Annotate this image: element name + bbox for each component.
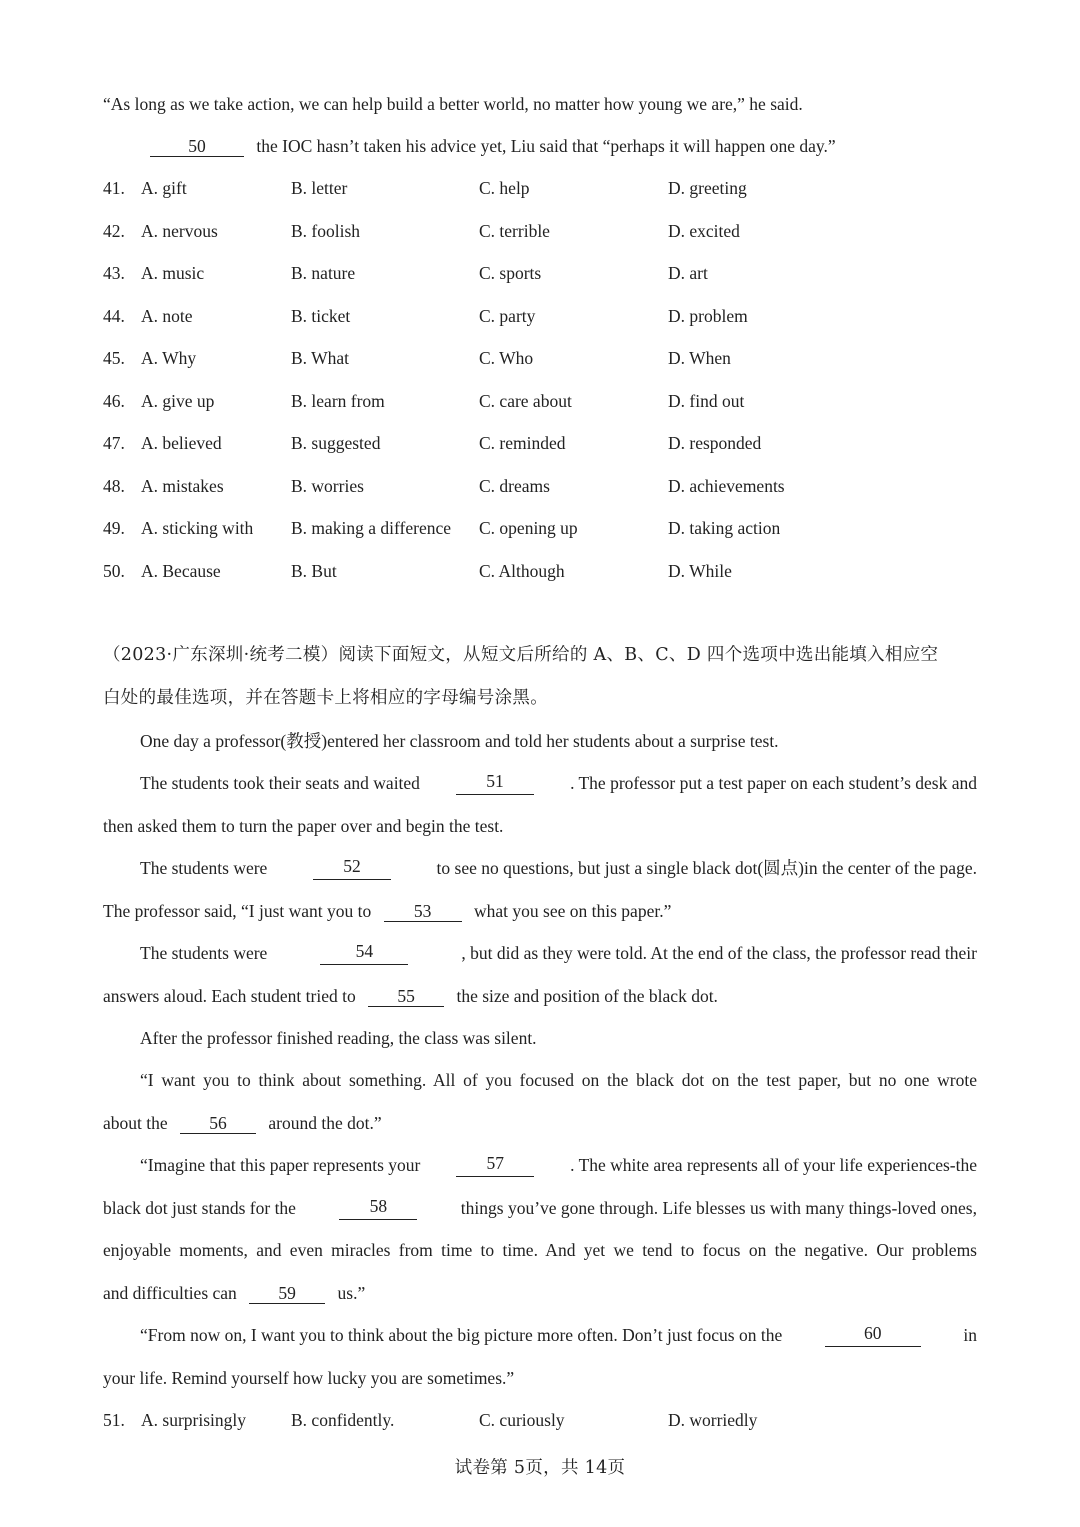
blank-57: 57 <box>456 1153 534 1177</box>
passage2-line <box>103 1111 382 1135</box>
blank-59: 59 <box>249 1283 325 1304</box>
blank-50: 50 <box>150 136 244 157</box>
passage2-line <box>103 1281 365 1305</box>
option-b: B. ticket <box>291 306 351 326</box>
passage2-text: The students took their seats and waited <box>140 773 420 793</box>
passage2-text: the size and position of the black dot. <box>456 986 718 1006</box>
passage2-text: in <box>963 1325 977 1345</box>
option-d: D. greeting <box>668 178 747 198</box>
question-number: 41. <box>103 178 125 198</box>
option-d: D. When <box>668 348 731 368</box>
option-c: C. terrible <box>479 221 550 241</box>
option-d: D. worriedly <box>668 1410 758 1430</box>
question-number: 45. <box>103 348 125 368</box>
blank-54: 54 <box>320 941 408 965</box>
option-d: D. problem <box>668 306 748 326</box>
option-d: D. While <box>668 561 732 581</box>
option-b: B. making a difference <box>291 518 452 538</box>
passage2-text: answers aloud. Each student tried to <box>103 986 356 1006</box>
option-d: D. find out <box>668 391 745 411</box>
option-b: B. What <box>291 348 350 368</box>
option-b: B. foolish <box>291 221 361 241</box>
blank-60: 60 <box>825 1323 921 1347</box>
option-c: C. sports <box>479 263 542 283</box>
passage2-line <box>140 941 977 965</box>
option-b: B. suggested <box>291 433 381 453</box>
option-b: B. worries <box>291 476 364 496</box>
passage2-line <box>140 1323 977 1347</box>
question-number: 51. <box>103 1410 125 1430</box>
option-a: A. nervous <box>141 221 218 241</box>
passage2-text: to see no questions, but just a single black dot(圆点)in the center of the page. <box>436 858 977 878</box>
option-d: D. excited <box>668 221 740 241</box>
option-d: D. responded <box>668 433 762 453</box>
instruction-line: （2023·广东深圳·统考二模）阅读下面短文，从短文后所给的 A、B、C、D 四个选项中选出能填入相应空 <box>103 645 939 665</box>
passage2-text: things you’ve gone through. Life blesses us with many things-loved ones, <box>460 1198 977 1218</box>
passage2-text: , but did as they were told. At the end of the class, the professor read their <box>461 943 977 963</box>
option-a: A. sticking with <box>141 518 254 538</box>
passage2-line: then asked them to turn the paper over and begin the test. <box>103 816 504 836</box>
blank-58: 58 <box>339 1196 417 1220</box>
option-c: C. help <box>479 178 530 198</box>
option-c: C. dreams <box>479 476 550 496</box>
question-number: 50. <box>103 561 125 581</box>
question-number: 42. <box>103 221 125 241</box>
option-c: C. party <box>479 306 536 326</box>
option-a: A. surprisingly <box>141 1410 246 1430</box>
passage2-text: about the <box>103 1113 168 1133</box>
passage2-text: us.” <box>337 1283 366 1303</box>
passage2-text: and difficulties can <box>103 1283 237 1303</box>
blank-56: 56 <box>180 1113 256 1134</box>
option-a: A. Why <box>141 348 197 368</box>
option-a: A. music <box>141 263 205 283</box>
option-b: B. nature <box>291 263 356 283</box>
passage2-text: . The professor put a test paper on each student’s desk and <box>570 773 977 793</box>
option-a: A. gift <box>141 178 187 198</box>
question-number: 48. <box>103 476 125 496</box>
question-number: 43. <box>103 263 125 283</box>
passage2-line <box>140 771 977 795</box>
passage1-line <box>150 134 836 158</box>
passage2-line <box>140 856 977 880</box>
question-number: 46. <box>103 391 125 411</box>
passage2-line: enjoyable moments, and even miracles from time to time. And yet we tend to focus on the negative. Our problems <box>103 1240 977 1260</box>
passage2-text: “From now on, I want you to think about the big picture more often. Don’t just focus on the <box>140 1325 783 1345</box>
option-c: C. curiously <box>479 1410 565 1430</box>
passage2-line <box>103 1196 977 1220</box>
passage2-line: your life. Remind yourself how lucky you are sometimes.” <box>103 1368 515 1388</box>
option-c: C. opening up <box>479 518 578 538</box>
blank-51: 51 <box>456 771 534 795</box>
blank-53: 53 <box>384 901 462 922</box>
passage2-line <box>140 1153 977 1177</box>
option-b: B. letter <box>291 178 348 198</box>
option-b: B. learn from <box>291 391 385 411</box>
passage2-line: One day a professor(教授)entered her classroom and told her students about a surprise test. <box>140 731 779 751</box>
page-footer: 试卷第 5页，共 14页 <box>454 1458 626 1478</box>
question-number: 49. <box>103 518 125 538</box>
option-c: C. Although <box>479 561 565 581</box>
passage2-text: around the dot.” <box>268 1113 382 1133</box>
option-a: A. give up <box>141 391 215 411</box>
passage2-text: The professor said, “I just want you to <box>103 901 372 921</box>
blank-55: 55 <box>368 986 444 1007</box>
option-a: A. note <box>141 306 193 326</box>
option-d: D. achievements <box>668 476 785 496</box>
option-c: C. reminded <box>479 433 566 453</box>
option-a: A. believed <box>141 433 222 453</box>
passage2-line: After the professor finished reading, the class was silent. <box>140 1028 537 1048</box>
passage2-text: The students were <box>140 858 268 878</box>
option-c: C. care about <box>479 391 572 411</box>
blank-52: 52 <box>313 856 391 880</box>
option-b: B. confidently. <box>291 1410 395 1430</box>
passage2-text: The students were <box>140 943 268 963</box>
option-c: C. Who <box>479 348 534 368</box>
option-d: D. art <box>668 263 708 283</box>
option-d: D. taking action <box>668 518 781 538</box>
option-a: A. Because <box>141 561 221 581</box>
passage2-line <box>103 984 718 1008</box>
question-number: 44. <box>103 306 125 326</box>
option-a: A. mistakes <box>141 476 224 496</box>
question-number: 47. <box>103 433 125 453</box>
passage2-line: “I want you to think about something. All of you focused on the black dot on the test paper, but no one wrote <box>140 1070 977 1090</box>
option-b: B. But <box>291 561 337 581</box>
passage2-text: what you see on this paper.” <box>474 901 672 921</box>
passage2-text: . The white area represents all of your life experiences-the <box>570 1155 977 1175</box>
passage2-text: “Imagine that this paper represents your <box>140 1155 421 1175</box>
passage2-text: black dot just stands for the <box>103 1198 296 1218</box>
passage1-text: the IOC hasn’t taken his advice yet, Liu said that “perhaps it will happen one day.” <box>256 136 836 156</box>
instruction-line: 白处的最佳选项，并在答题卡上将相应的字母编号涂黑。 <box>103 688 548 708</box>
passage1-line: “As long as we take action, we can help build a better world, no matter how young we are,” he said. <box>103 94 803 114</box>
passage2-line <box>103 899 671 923</box>
